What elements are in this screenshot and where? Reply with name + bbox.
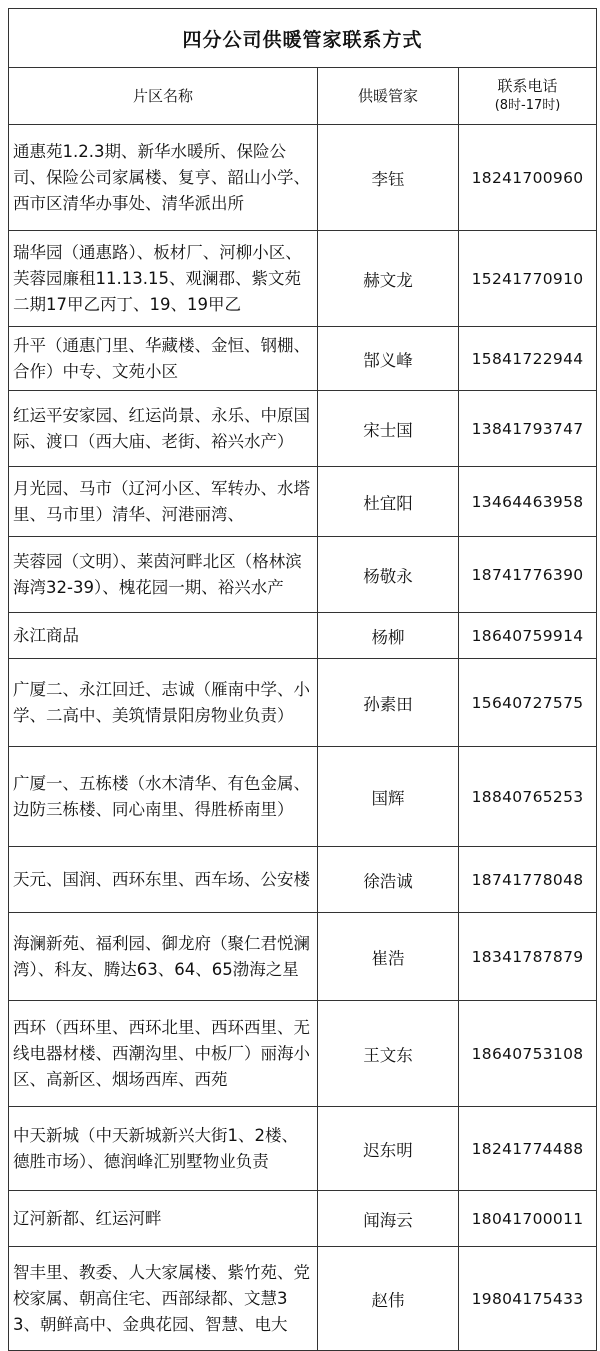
phone-cell: 15640727575 (459, 659, 597, 747)
area-cell: 广厦一、五栋楼（水木清华、有色金属、边防三栋楼、同心南里、得胜桥南里） (9, 747, 318, 847)
area-cell: 智丰里、教委、人大家属楼、紫竹苑、党校家属、朝高住宅、西部绿都、文慧33、朝鲜高中、金典花园、智慧、电大 (9, 1247, 318, 1351)
phone-cell: 18241700960 (459, 125, 597, 231)
table-row (9, 747, 597, 847)
steward-cell: 赵伟 (318, 1247, 459, 1351)
area-cell: 月光园、马市（辽河小区、军转办、水塔里、马市里）清华、河港丽湾、 (9, 467, 318, 537)
area-cell: 海澜新苑、福利园、御龙府（聚仁君悦澜湾）、科友、腾达63、64、65渤海之星 (9, 913, 318, 1001)
phone-cell: 18241774488 (459, 1107, 597, 1191)
steward-cell: 李钰 (318, 125, 459, 231)
phone-cell: 18840765253 (459, 747, 597, 847)
table-row (9, 327, 597, 391)
steward-cell: 王文东 (318, 1001, 459, 1107)
steward-cell: 徐浩诚 (318, 847, 459, 913)
phone-cell: 18640759914 (459, 613, 597, 659)
table-row (9, 1107, 597, 1191)
table-row (9, 537, 597, 613)
area-cell: 永江商品 (9, 613, 318, 659)
area-cell: 芙蓉园（文明）、莱茵河畔北区（格林滨海湾32-39）、槐花园一期、裕兴水产 (9, 537, 318, 613)
phone-cell: 18741778048 (459, 847, 597, 913)
steward-cell: 杜宜阳 (318, 467, 459, 537)
contact-table (8, 8, 597, 1351)
steward-cell: 赫文龙 (318, 231, 459, 327)
table-row (9, 1001, 597, 1107)
steward-cell: 杨敬永 (318, 537, 459, 613)
table-row (9, 467, 597, 537)
steward-cell: 宋士国 (318, 391, 459, 467)
phone-cell: 18741776390 (459, 537, 597, 613)
area-cell: 瑞华园（通惠路）、板材厂、河柳小区、芙蓉园廉租11.13.15、观澜郡、紫文苑二期17甲乙丙丁、19、19甲乙 (9, 231, 318, 327)
area-cell: 红运平安家园、红运尚景、永乐、中原国际、渡口（西大庙、老街、裕兴水产） (9, 391, 318, 467)
phone-cell: 15841722944 (459, 327, 597, 391)
table-row (9, 1191, 597, 1247)
table-row (9, 125, 597, 231)
steward-cell: 郜义峰 (318, 327, 459, 391)
phone-cell: 13841793747 (459, 391, 597, 467)
steward-cell: 国辉 (318, 747, 459, 847)
steward-cell: 闻海云 (318, 1191, 459, 1247)
table-row (9, 231, 597, 327)
header-phone-label: 联系电话 (497, 77, 558, 95)
area-cell: 通惠苑1.2.3期、新华水暖所、保险公司、保险公司家属楼、复亨、韶山小学、西市区清华办事处、清华派出所 (9, 125, 318, 231)
header-phone (459, 68, 597, 125)
table-row (9, 613, 597, 659)
table-row (9, 913, 597, 1001)
phone-cell: 19804175433 (459, 1247, 597, 1351)
area-cell: 升平（通惠门里、华藏楼、金恒、钢棚、合作）中专、文苑小区 (9, 327, 318, 391)
steward-cell: 崔浩 (318, 913, 459, 1001)
phone-cell: 13464463958 (459, 467, 597, 537)
phone-cell: 18341787879 (459, 913, 597, 1001)
header-area: 片区名称 (9, 68, 318, 125)
table-row (9, 847, 597, 913)
phone-cell: 15241770910 (459, 231, 597, 327)
header-steward: 供暖管家 (318, 68, 459, 125)
table-row (9, 391, 597, 467)
phone-cell: 18640753108 (459, 1001, 597, 1107)
area-cell: 广厦二、永江回迁、志诚（雁南中学、小学、二高中、美筑情景阳房物业负责） (9, 659, 318, 747)
header-row (9, 68, 597, 125)
steward-cell: 迟东明 (318, 1107, 459, 1191)
header-phone-hours: (8时-17时) (494, 98, 561, 113)
area-cell: 西环（西环里、西环北里、西环西里、无线电器材楼、西潮沟里、中板厂）丽海小区、高新区、烟场西库、西苑 (9, 1001, 318, 1107)
area-cell: 中天新城（中天新城新兴大街1、2楼、德胜市场）、德润峰汇别墅物业负责 (9, 1107, 318, 1191)
steward-cell: 杨柳 (318, 613, 459, 659)
table-title: 四分公司供暖管家联系方式 (9, 9, 597, 68)
area-cell: 辽河新都、红运河畔 (9, 1191, 318, 1247)
area-cell: 天元、国润、西环东里、西车场、公安楼 (9, 847, 318, 913)
title-row (9, 9, 597, 68)
table-row (9, 659, 597, 747)
table-body (9, 125, 597, 1351)
phone-cell: 18041700011 (459, 1191, 597, 1247)
steward-cell: 孙素田 (318, 659, 459, 747)
